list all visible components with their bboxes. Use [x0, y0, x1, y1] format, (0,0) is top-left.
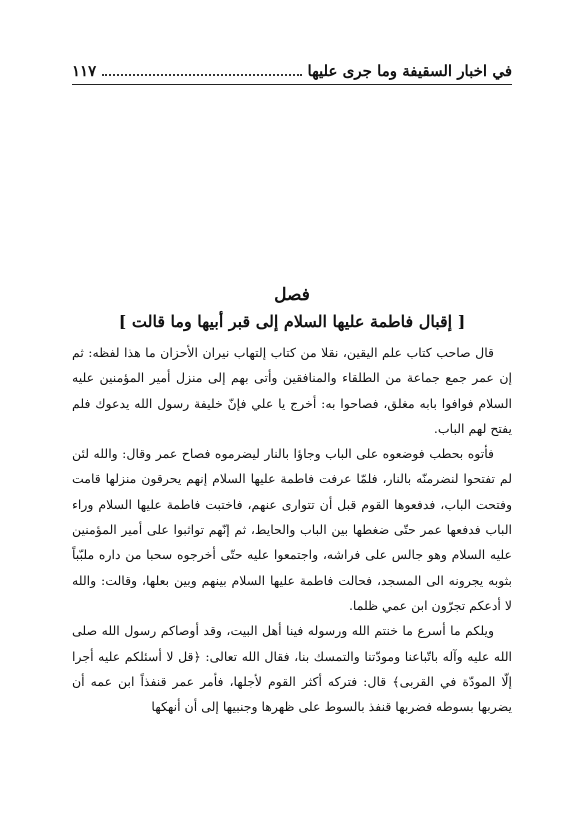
paragraph-2: فأتوه بحطب فوضعوه على الباب وجاؤا بالنار ليضرموه فصاح عمر وقال: والله لئن لم تفتحوا لنضرمنّه بالنار، فلمّا عرفت فاطمة عليها السلام إنهم يحرقون منزلها قامت وفتحت الباب، فدفعوها القوم قبل أن تتوارى عنهم، فاختبت فاطمة عليها السلام وراء الباب فدفعها عمر حتّى ضغطها بين الباب والحايط، ثم إنّهم تواثبوا على أمير المؤمنين عليه السلام وهو جالس على فراشه، واجتمعوا عليه حتّى أخرجوه سحبا من داره ملبّباً بثوبه يجرونه الى المسجد، فحالت فاطمة عليها السلام بينهم وبين بعلها، وقالت: والله لا أدعكم تجرّون ابن عمي ظلما.	[72, 446, 512, 613]
page-number: ١١٧	[72, 62, 97, 80]
paragraph-1: قال صاحب كتاب علم اليقين، نقلا من كتاب إلتهاب نيران الأحزان ما هذا لفظه: ثم إن عمر جمع جماعة من الطلقاء والمنافقين وأتى بهم إلى منزل أمير المؤمنين عليه السلام فوافوا بابه مغلق، فصاحوا به: أخرج يا علي فإنّ خليفة رسول الله يدعوك فلم يفتح لهم الباب.	[72, 345, 512, 436]
leader-dots	[102, 64, 301, 76]
section-subheading: [ إقبال فاطمة عليها السلام إلى قبر أبيها وما قالت ]	[118, 312, 466, 331]
section-heading: فصل	[274, 285, 310, 305]
page-header	[72, 62, 512, 85]
body-text	[72, 340, 512, 719]
paragraph-3: ويلكم ما أسرع ما خنتم الله ورسوله فينا أهل البيت، وقد أوصاكم رسول الله صلى الله عليه وآله باتّباعنا ومودّتنا والتمسك بنا، فقال الله تعالى: ﴿قل لا أسئلكم عليه أجرا إلّا المودّة في القربى﴾ قال: فتركه أكثر القوم لأجلها، فأمر عمر قنفذاً ابن عمه أن يضربها بسوطه فضربها قنفذ بالسوط على ظهرها وجنبيها إلى أن أنهكها	[72, 623, 512, 715]
running-title: في اخبار السقيفة وما جرى عليها	[307, 62, 512, 80]
